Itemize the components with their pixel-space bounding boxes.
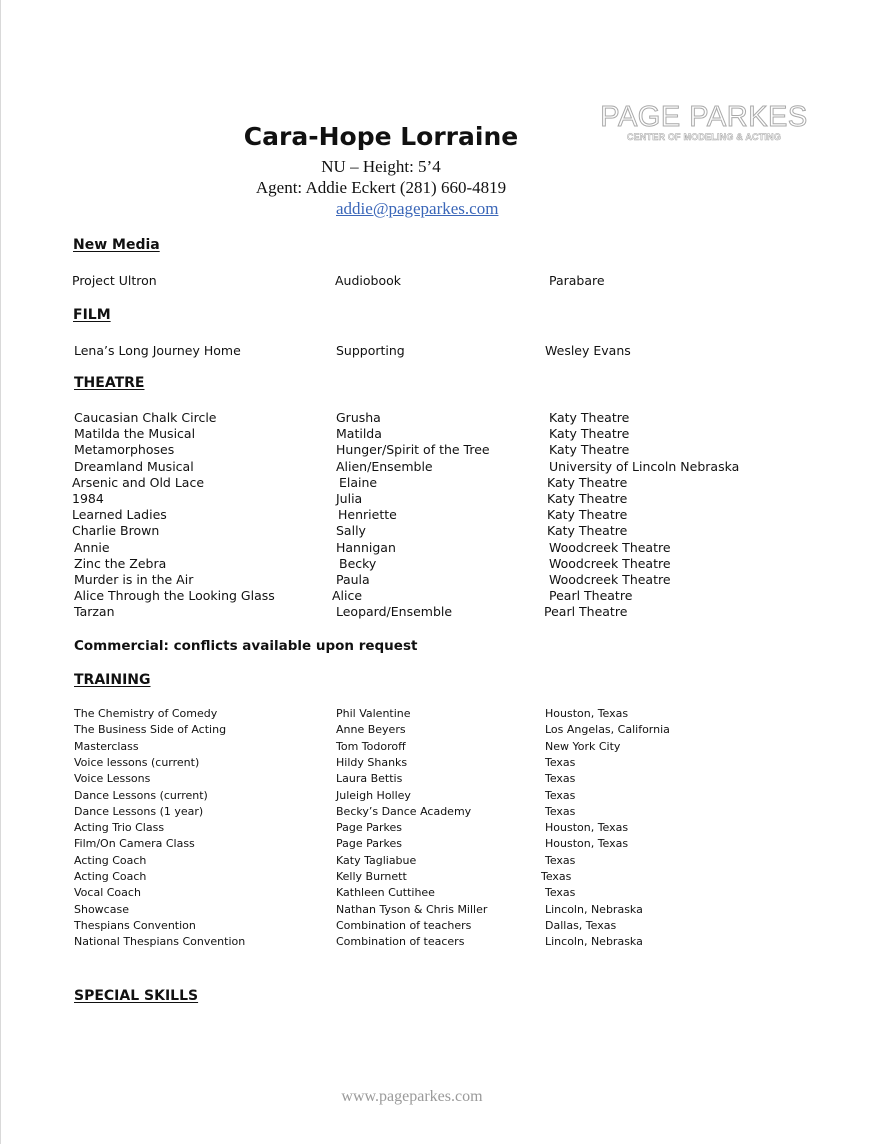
credit-row-title: Dreamland Musical <box>74 458 194 474</box>
training-row-location: Texas <box>545 788 576 802</box>
credit-row-role: Matilda <box>336 426 382 442</box>
credit-row-role: Alice <box>332 588 363 604</box>
credit-row-role: Alien/Ensemble <box>336 458 433 474</box>
training-row-course: Dance Lessons (current) <box>74 788 208 802</box>
actor-stats: NU – Height: 5’4 <box>321 157 441 176</box>
credit-row-title: Learned Ladies <box>72 507 167 523</box>
training-row-teacher: Phil Valentine <box>336 707 411 720</box>
section-heading-training: TRAINING <box>74 672 151 688</box>
training-row-teacher: Hildy Shanks <box>336 755 408 769</box>
credit-row-company: Pearl Theatre <box>549 588 633 604</box>
credit-row-title: 1984 <box>72 491 104 506</box>
agent-email-link[interactable]: addie@pageparkes.com <box>336 199 499 218</box>
training-row-location: Los Angelas, California <box>545 723 670 737</box>
credit-row-company: Katy Theatre <box>549 442 630 458</box>
training-row-location: Texas <box>545 772 576 786</box>
agency-logo <box>597 102 811 142</box>
training-row-location: Dallas, Texas <box>545 918 617 932</box>
training-row-location: Texas <box>545 755 576 769</box>
credit-row-role: Becky <box>339 555 377 571</box>
training-row-location: Houston, Texas <box>545 821 629 835</box>
credit-row-company: Katy Theatre <box>547 474 628 490</box>
training-row-course: Showcase <box>74 902 129 916</box>
credit-row-title: Matilda the Musical <box>74 426 196 442</box>
credit-row-company: Pearl Theatre <box>544 604 628 620</box>
training-row-teacher: Kelly Burnett <box>336 870 407 883</box>
credit-row-title: Zinc the Zebra <box>74 555 167 571</box>
credit-row-company: Katy Theatre <box>547 507 628 523</box>
credit-row-title: Metamorphoses <box>74 442 175 458</box>
training-row-course: The Chemistry of Comedy <box>74 707 218 720</box>
training-row-teacher: Combination of teachers <box>336 918 472 932</box>
training-row-teacher: Tom Todoroff <box>336 739 406 753</box>
training-row-location: Texas <box>545 886 576 900</box>
training-row-location: New York City <box>545 739 621 753</box>
training-row-location: Lincoln, Nebraska <box>545 902 643 916</box>
training-row-teacher: Page Parkes <box>336 837 403 851</box>
credit-row-title: Lena’s Long Journey Home <box>74 343 241 358</box>
training-row-course: Dance Lessons (1 year) <box>74 804 204 818</box>
section-heading-new-media: New Media <box>73 237 160 253</box>
credit-row-title: Tarzan <box>74 604 115 620</box>
credit-row-company: Woodcreek Theatre <box>549 572 671 587</box>
training-row-teacher: Nathan Tyson & Chris Miller <box>336 902 488 916</box>
training-row-course: Acting Coach <box>74 870 147 883</box>
credit-row-company: Katy Theatre <box>549 410 630 425</box>
footer-website: www.pageparkes.com <box>341 1088 483 1105</box>
training-row-course: Voice lessons (current) <box>74 755 200 769</box>
section-heading-theatre: THEATRE <box>74 375 145 391</box>
training-row-course: Film/On Camera Class <box>74 837 195 851</box>
training-row-course: Masterclass <box>74 739 139 753</box>
credit-row-company: Katy Theatre <box>547 491 628 506</box>
training-row-course: Acting Trio Class <box>74 821 165 835</box>
credit-row-title: Caucasian Chalk Circle <box>74 410 217 425</box>
training-row-course: Acting Coach <box>74 853 147 867</box>
training-row-teacher: Anne Beyers <box>336 723 406 737</box>
training-row-location: Texas <box>545 804 576 818</box>
training-row-teacher: Kathleen Cuttihee <box>336 886 435 900</box>
section-heading-special-skills: SPECIAL SKILLS <box>74 988 199 1004</box>
credit-row-company: Wesley Evans <box>545 343 631 358</box>
credit-row-role: Hunger/Spirit of the Tree <box>336 442 490 458</box>
credit-row-role: Elaine <box>339 474 378 490</box>
training-row-teacher: Katy Tagliabue <box>336 853 417 867</box>
training-row-teacher: Laura Bettis <box>336 772 403 786</box>
training-row-location: Houston, Texas <box>545 837 629 851</box>
credit-row-role: Leopard/Ensemble <box>336 604 453 620</box>
training-row-location: Lincoln, Nebraska <box>545 935 643 949</box>
credit-row-title: Arsenic and Old Lace <box>72 474 205 490</box>
credit-row-company: Woodcreek Theatre <box>549 555 671 571</box>
credit-row-company: Parabare <box>549 273 605 288</box>
credit-row-title: Project Ultron <box>72 273 157 288</box>
credit-row-role: Julia <box>336 491 363 506</box>
credit-row-title: Murder is in the Air <box>74 572 194 587</box>
training-row-location: Texas <box>541 870 572 883</box>
actor-name: Cara-Hope Lorraine <box>243 122 519 151</box>
training-row-course: Thespians Convention <box>74 918 196 932</box>
credit-row-title: Alice Through the Looking Glass <box>74 588 275 604</box>
training-row-teacher: Page Parkes <box>336 821 403 835</box>
logo-wordmark: PAGE PARKES <box>600 101 808 133</box>
training-row-course: Vocal Coach <box>74 886 141 900</box>
training-row-location: Texas <box>545 853 576 867</box>
training-row-location: Houston, Texas <box>545 707 629 720</box>
credit-row-company: Katy Theatre <box>549 426 630 442</box>
logo-tagline: CENTER OF MODELING & ACTING <box>626 132 782 142</box>
credit-row-company: Katy Theatre <box>547 523 628 539</box>
credit-row-title: Charlie Brown <box>72 523 160 539</box>
training-row-teacher: Becky’s Dance Academy <box>336 804 472 818</box>
commercial-note: Commercial: conflicts available upon request <box>74 638 418 654</box>
training-row-teacher: Juleigh Holley <box>336 788 411 802</box>
training-row-course: National Thespians Convention <box>74 935 246 949</box>
section-heading-film: FILM <box>73 307 111 323</box>
credit-row-role: Hannigan <box>336 539 396 555</box>
credit-row-role: Audiobook <box>335 273 401 288</box>
credit-row-company: Woodcreek Theatre <box>549 539 671 555</box>
credit-row-role: Paula <box>336 572 370 587</box>
credit-row-title: Annie <box>74 539 110 555</box>
credit-row-role: Sally <box>336 523 366 539</box>
training-row-course: Voice Lessons <box>74 772 151 786</box>
credit-row-role: Henriette <box>338 507 397 523</box>
credit-row-role: Supporting <box>336 343 405 358</box>
training-row-course: The Business Side of Acting <box>74 723 227 737</box>
credit-row-role: Grusha <box>336 410 381 425</box>
training-row-teacher: Combination of teacers <box>336 935 465 949</box>
agent-info: Agent: Addie Eckert (281) 660-4819 <box>255 178 507 197</box>
credit-row-company: University of Lincoln Nebraska <box>549 458 740 474</box>
